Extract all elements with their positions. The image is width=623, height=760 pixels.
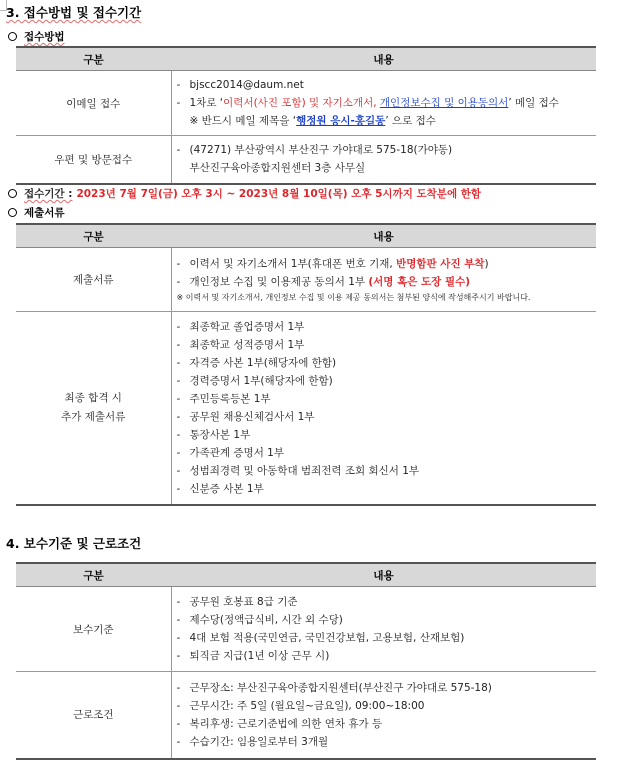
dash: - xyxy=(176,257,181,270)
header-category: 구분 xyxy=(16,563,171,587)
office-location: 부산진구육아종합지원센터 3층 사무실 xyxy=(189,162,366,175)
dash: - xyxy=(176,482,181,495)
photo-requirement: 반명함판 사진 부착 xyxy=(396,257,485,270)
list-item xyxy=(177,444,593,462)
list-item xyxy=(177,697,593,715)
row-label-final xyxy=(16,312,171,505)
table-row xyxy=(16,136,596,184)
list-item xyxy=(177,159,593,177)
text: ) xyxy=(484,257,489,270)
period-label: 접수기간 : xyxy=(24,188,73,200)
conditions-list xyxy=(172,674,597,756)
row-content-salary xyxy=(171,587,596,672)
list-item-text: 최종학교 성적증명서 1부 xyxy=(189,338,305,351)
list-item xyxy=(177,76,593,94)
list-item xyxy=(177,255,593,273)
list-item xyxy=(177,629,593,647)
row-content-submit xyxy=(171,248,596,312)
dash: - xyxy=(176,392,181,405)
documents-subheading-text: 제출서류 xyxy=(24,207,65,219)
section-4-title-text: 4. 보수기준 및 근로조건 xyxy=(6,536,142,551)
list-item-text: 성범죄경력 및 아동학대 범죄전력 조회 회신서 1부 xyxy=(189,464,420,477)
list-item-text: 신분증 사본 1부 xyxy=(189,482,264,495)
email-address: bjscc2014@daum.net xyxy=(189,79,304,91)
dash: - xyxy=(176,320,181,333)
list-item xyxy=(177,408,593,426)
header-content: 내용 xyxy=(171,47,596,71)
method-subheading-text: 접수방법 xyxy=(24,31,65,43)
address: (47271) 부산광역시 부산진구 가야대로 575-18(가야동) xyxy=(189,144,453,157)
list-item xyxy=(177,336,593,354)
signature-requirement: (서명 혹은 도장 필수) xyxy=(368,275,471,288)
row-content-email xyxy=(171,71,596,136)
mail-subject-note xyxy=(177,112,593,130)
doc-names: 이력서(사진 포함) 및 자기소개서, xyxy=(223,97,380,109)
header-category: 구분 xyxy=(16,47,171,71)
dash: - xyxy=(176,356,181,369)
list-item xyxy=(177,318,593,336)
row-label-mail: 우편 및 방문접수 xyxy=(16,136,171,184)
application-period xyxy=(8,186,481,201)
period-value: 2023년 7월 7일(금) 오후 3시 ~ 2023년 8월 10일(목) 오후 5시까지 도착분에 한함 xyxy=(76,188,482,200)
documents-table xyxy=(16,223,596,506)
list-item-text: 공무원 호봉표 8급 기준 xyxy=(189,596,298,608)
final-documents-list xyxy=(172,313,597,503)
list-item xyxy=(177,141,593,159)
list-item-text: 자격증 사본 1부(해당자에 한함) xyxy=(189,356,337,369)
list-item xyxy=(177,679,593,697)
list-item-text: 공무원 채용신체검사서 1부 xyxy=(189,410,315,423)
table-row xyxy=(16,672,596,759)
dash: - xyxy=(176,144,181,157)
dash: - xyxy=(176,735,181,748)
consent-form-name: 개인정보수집 및 이용동의서 xyxy=(379,97,509,109)
list-item xyxy=(177,354,593,372)
section-4-title xyxy=(6,534,141,552)
list-item xyxy=(177,733,593,751)
list-item-text: 근무시간: 주 5일 (월요일~금요일), 09:00~18:00 xyxy=(189,699,425,712)
list-item-text: 최종학교 졸업증명서 1부 xyxy=(189,320,305,333)
text: 이력서 및 자기소개서 1부(휴대폰 번호 기재, xyxy=(189,257,397,270)
dash: - xyxy=(176,632,181,644)
dash: - xyxy=(176,275,181,288)
documents-subheading xyxy=(8,205,65,220)
header-content: 내용 xyxy=(171,224,596,248)
list-item-text: 근무장소: 부산진구육아종합지원센터(부산진구 가야대로 575-18) xyxy=(189,681,492,694)
list-item-text: 가족관계 증명서 1부 xyxy=(189,446,284,459)
list-item xyxy=(177,273,593,291)
text: ’ 메일 접수 xyxy=(508,97,559,109)
row-label-email: 이메일 접수 xyxy=(16,71,171,136)
list-item-text: 경력증명서 1부(해당자에 한함) xyxy=(189,374,333,387)
circle-bullet-icon xyxy=(8,208,17,217)
list-item-text: 제수당(정액급식비, 시간 외 수당) xyxy=(189,614,343,626)
list-item xyxy=(177,611,593,629)
list-item-text: 수습기간: 임용일로부터 3개월 xyxy=(189,735,329,748)
list-item xyxy=(177,462,593,480)
list-item xyxy=(177,715,593,733)
table-row xyxy=(16,312,596,505)
mail-subject-example: 행정원 응시-홍길동 xyxy=(296,115,386,127)
list-item xyxy=(177,480,593,498)
documents-table-header xyxy=(16,224,596,248)
dash: - xyxy=(176,79,181,91)
text: 개인정보 수집 및 이용제공 동의서 1부 xyxy=(189,275,369,288)
list-item xyxy=(177,426,593,444)
dash: - xyxy=(176,681,181,694)
dash: - xyxy=(176,428,181,441)
label-line: 최종 합격 시 xyxy=(64,391,122,404)
row-label-salary: 보수기준 xyxy=(16,587,171,672)
dash: - xyxy=(176,464,181,477)
dash: - xyxy=(176,699,181,712)
row-content-final xyxy=(171,312,596,505)
method-table-header xyxy=(16,47,596,71)
list-item-text: 퇴직금 지급(1년 이상 근무 시) xyxy=(189,650,330,662)
dash: - xyxy=(176,374,181,387)
dash: - xyxy=(176,650,181,662)
row-label-submit: 제출서류 xyxy=(16,248,171,312)
text: ※ 반드시 메일 제목을 ‘ xyxy=(189,115,297,127)
dash: - xyxy=(176,97,181,109)
section-3-title-text: 3. 접수방법 및 접수기간 xyxy=(6,5,142,20)
table-row xyxy=(16,71,596,136)
dash: - xyxy=(176,596,181,608)
dash: - xyxy=(176,717,181,730)
table-row xyxy=(16,587,596,672)
list-item xyxy=(177,372,593,390)
dash: - xyxy=(176,410,181,423)
row-content-conditions xyxy=(171,672,596,759)
dash: - xyxy=(176,338,181,351)
list-item xyxy=(177,593,593,611)
dash: - xyxy=(176,614,181,626)
table-row xyxy=(16,248,596,312)
list-item-text: 4대 보험 적용(국민연금, 국민건강보험, 고용보험, 산재보험) xyxy=(189,632,465,644)
method-subheading xyxy=(8,29,65,44)
form-note: ※ 이력서 및 자기소개서, 개인정보 수집 및 이용 제공 동의서는 첨부된 양식에 작성해주시기 바랍니다. xyxy=(176,292,531,302)
section-3-title xyxy=(6,3,141,21)
header-category: 구분 xyxy=(16,224,171,248)
list-item xyxy=(177,94,593,112)
text: 1차로 ‘ xyxy=(189,97,224,109)
dash: - xyxy=(176,446,181,459)
list-item xyxy=(177,647,593,665)
list-item xyxy=(177,390,593,408)
label-line: 추가 제출서류 xyxy=(61,410,126,423)
list-item-text: 복리후생: 근로기준법에 의한 연차 휴가 등 xyxy=(189,717,383,730)
row-label-conditions: 근로조건 xyxy=(16,672,171,759)
salary-table xyxy=(16,562,596,760)
text: ’ 으로 접수 xyxy=(385,115,436,127)
salary-list xyxy=(172,588,597,670)
row-content-mail xyxy=(171,136,596,184)
header-content: 내용 xyxy=(171,563,596,587)
list-item-text: 통장사본 1부 xyxy=(189,428,251,441)
salary-table-header xyxy=(16,563,596,587)
circle-bullet-icon xyxy=(8,32,17,41)
list-item-text: 주민등록등본 1부 xyxy=(189,392,271,405)
circle-bullet-icon xyxy=(8,189,17,198)
method-table xyxy=(16,46,596,185)
